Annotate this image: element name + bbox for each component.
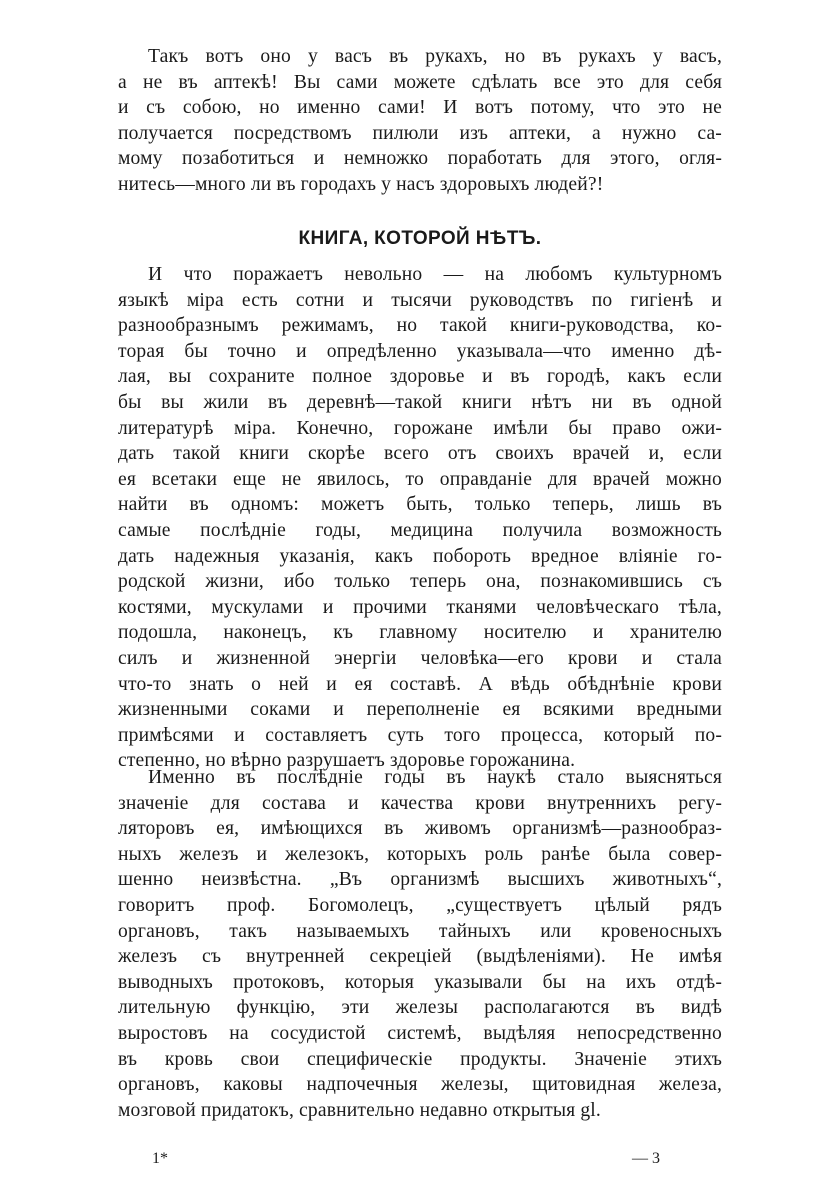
text-line: органовъ, каковы надпочечныя железы, щитовидная железа, <box>118 1074 722 1096</box>
signature-mark: 1* <box>152 1150 168 1167</box>
text-line: костями, мускулами и прочими тканями человѣческаго тѣла, <box>118 596 722 618</box>
text-line: шенно неизвѣстна. „Въ организмѣ высшихъ животныхъ“, <box>118 869 722 891</box>
text-line: въ кровь свои специфическіе продукты. Значеніе этихъ <box>118 1048 722 1070</box>
text-line: лая, вы сохраните полное здоровье и въ городѣ, какъ если <box>118 366 722 388</box>
text-line: примѣсями и составляетъ суть того процесса, который по- <box>118 724 722 746</box>
text-line: силъ и жизненной энергіи человѣка—его крови и стала <box>118 647 722 669</box>
text-line: найти въ одномъ: можетъ быть, только теперь, лишь въ <box>118 494 722 516</box>
body-paragraph-2 <box>118 765 722 1123</box>
text-line: мозговой придатокъ, сравнительно недавно открытыя gl. <box>118 1099 601 1121</box>
text-line: ея всетаки еще не явилось, то оправданіе для врачей можно <box>118 468 722 490</box>
text-line: И что поражаетъ невольно — на любомъ культурномъ <box>148 264 722 285</box>
text-line: Такъ вотъ оно у васъ въ рукахъ, но въ рукахъ у васъ, <box>148 46 722 67</box>
text-line: что-то знать о ней и ея составѣ. А вѣдь обѣднѣніе крови <box>118 673 722 695</box>
text-line: органовъ, такъ называемыхъ тайныхъ или кровеносныхъ <box>118 920 722 942</box>
text-line: ныхъ железъ и железокъ, которыхъ роль ранѣе была совер- <box>118 843 722 865</box>
text-line: дать надежныя указанія, какъ побороть вредное вліяніе го- <box>118 545 722 567</box>
text-line: жизненными соками и переполненіе ея всякими вредными <box>118 699 722 721</box>
text-line: лительную функцію, эти железы располагаются въ видѣ <box>118 997 722 1019</box>
text-line: а не въ аптекѣ! Вы сами можете сдѣлать все это для себя <box>118 71 722 93</box>
text-line: и съ собою, но именно сами! И вотъ потому, что это не <box>118 97 722 119</box>
text-line: родской жизни, ибо только теперь она, познакомившись съ <box>118 571 722 593</box>
body-paragraph-1 <box>118 262 722 774</box>
text-line: мому позаботиться и немножко поработать для этого, огля- <box>118 148 722 170</box>
text-line: Именно въ послѣдніе годы въ наукѣ стало выясняться <box>148 767 722 788</box>
intro-paragraph <box>118 44 722 198</box>
text-line: выводныхъ протоковъ, которыя указывали бы на ихъ отдѣ- <box>118 971 722 993</box>
text-line: железъ съ внутренней секреціей (выдѣленіями). Не имѣя <box>118 946 722 968</box>
text-line: говоритъ проф. Богомолецъ, „существуетъ цѣлый рядъ <box>118 894 722 916</box>
text-line: бы вы жили въ деревнѣ—такой книги нѣтъ ни въ одной <box>118 391 722 413</box>
text-line: получается посредствомъ пилюли изъ аптеки, а нужно са- <box>118 122 722 144</box>
text-line: самые послѣдніе годы, медицина получила возможность <box>118 519 722 541</box>
text-line: нитесь—много ли въ городахъ у насъ здоровыхъ людей?! <box>118 173 604 195</box>
text-line: степенно, но вѣрно разрушаетъ здоровье горожанина. <box>118 750 576 772</box>
text-line: разнообразнымъ режимамъ, но такой книги-руководства, ко- <box>118 315 722 337</box>
text-line: ляторовъ ея, имѣющихся въ живомъ организмѣ—разнообраз- <box>118 818 722 840</box>
text-line: значеніе для состава и качества крови внутреннихъ регу- <box>118 792 722 814</box>
section-heading: КНИГА, КОТОРОЙ НѢТЪ. <box>298 228 542 249</box>
text-line: торая бы точно и опредѣленно указывала—что именно дѣ- <box>118 340 722 362</box>
text-line: выростовъ на сосудистой системѣ, выдѣляя непосредственно <box>118 1022 722 1044</box>
text-line: подошла, наконецъ, къ главному носителю и хранителю <box>118 622 722 644</box>
text-line: языкѣ міра есть сотни и тысячи руководствъ по гигіенѣ и <box>118 289 722 311</box>
text-line: дать такой книги скорѣе всего отъ своихъ врачей и, если <box>118 443 722 465</box>
page-number: — 3 <box>632 1150 660 1167</box>
text-line: литературѣ міра. Конечно, горожане имѣли бы право ожи- <box>118 417 722 439</box>
